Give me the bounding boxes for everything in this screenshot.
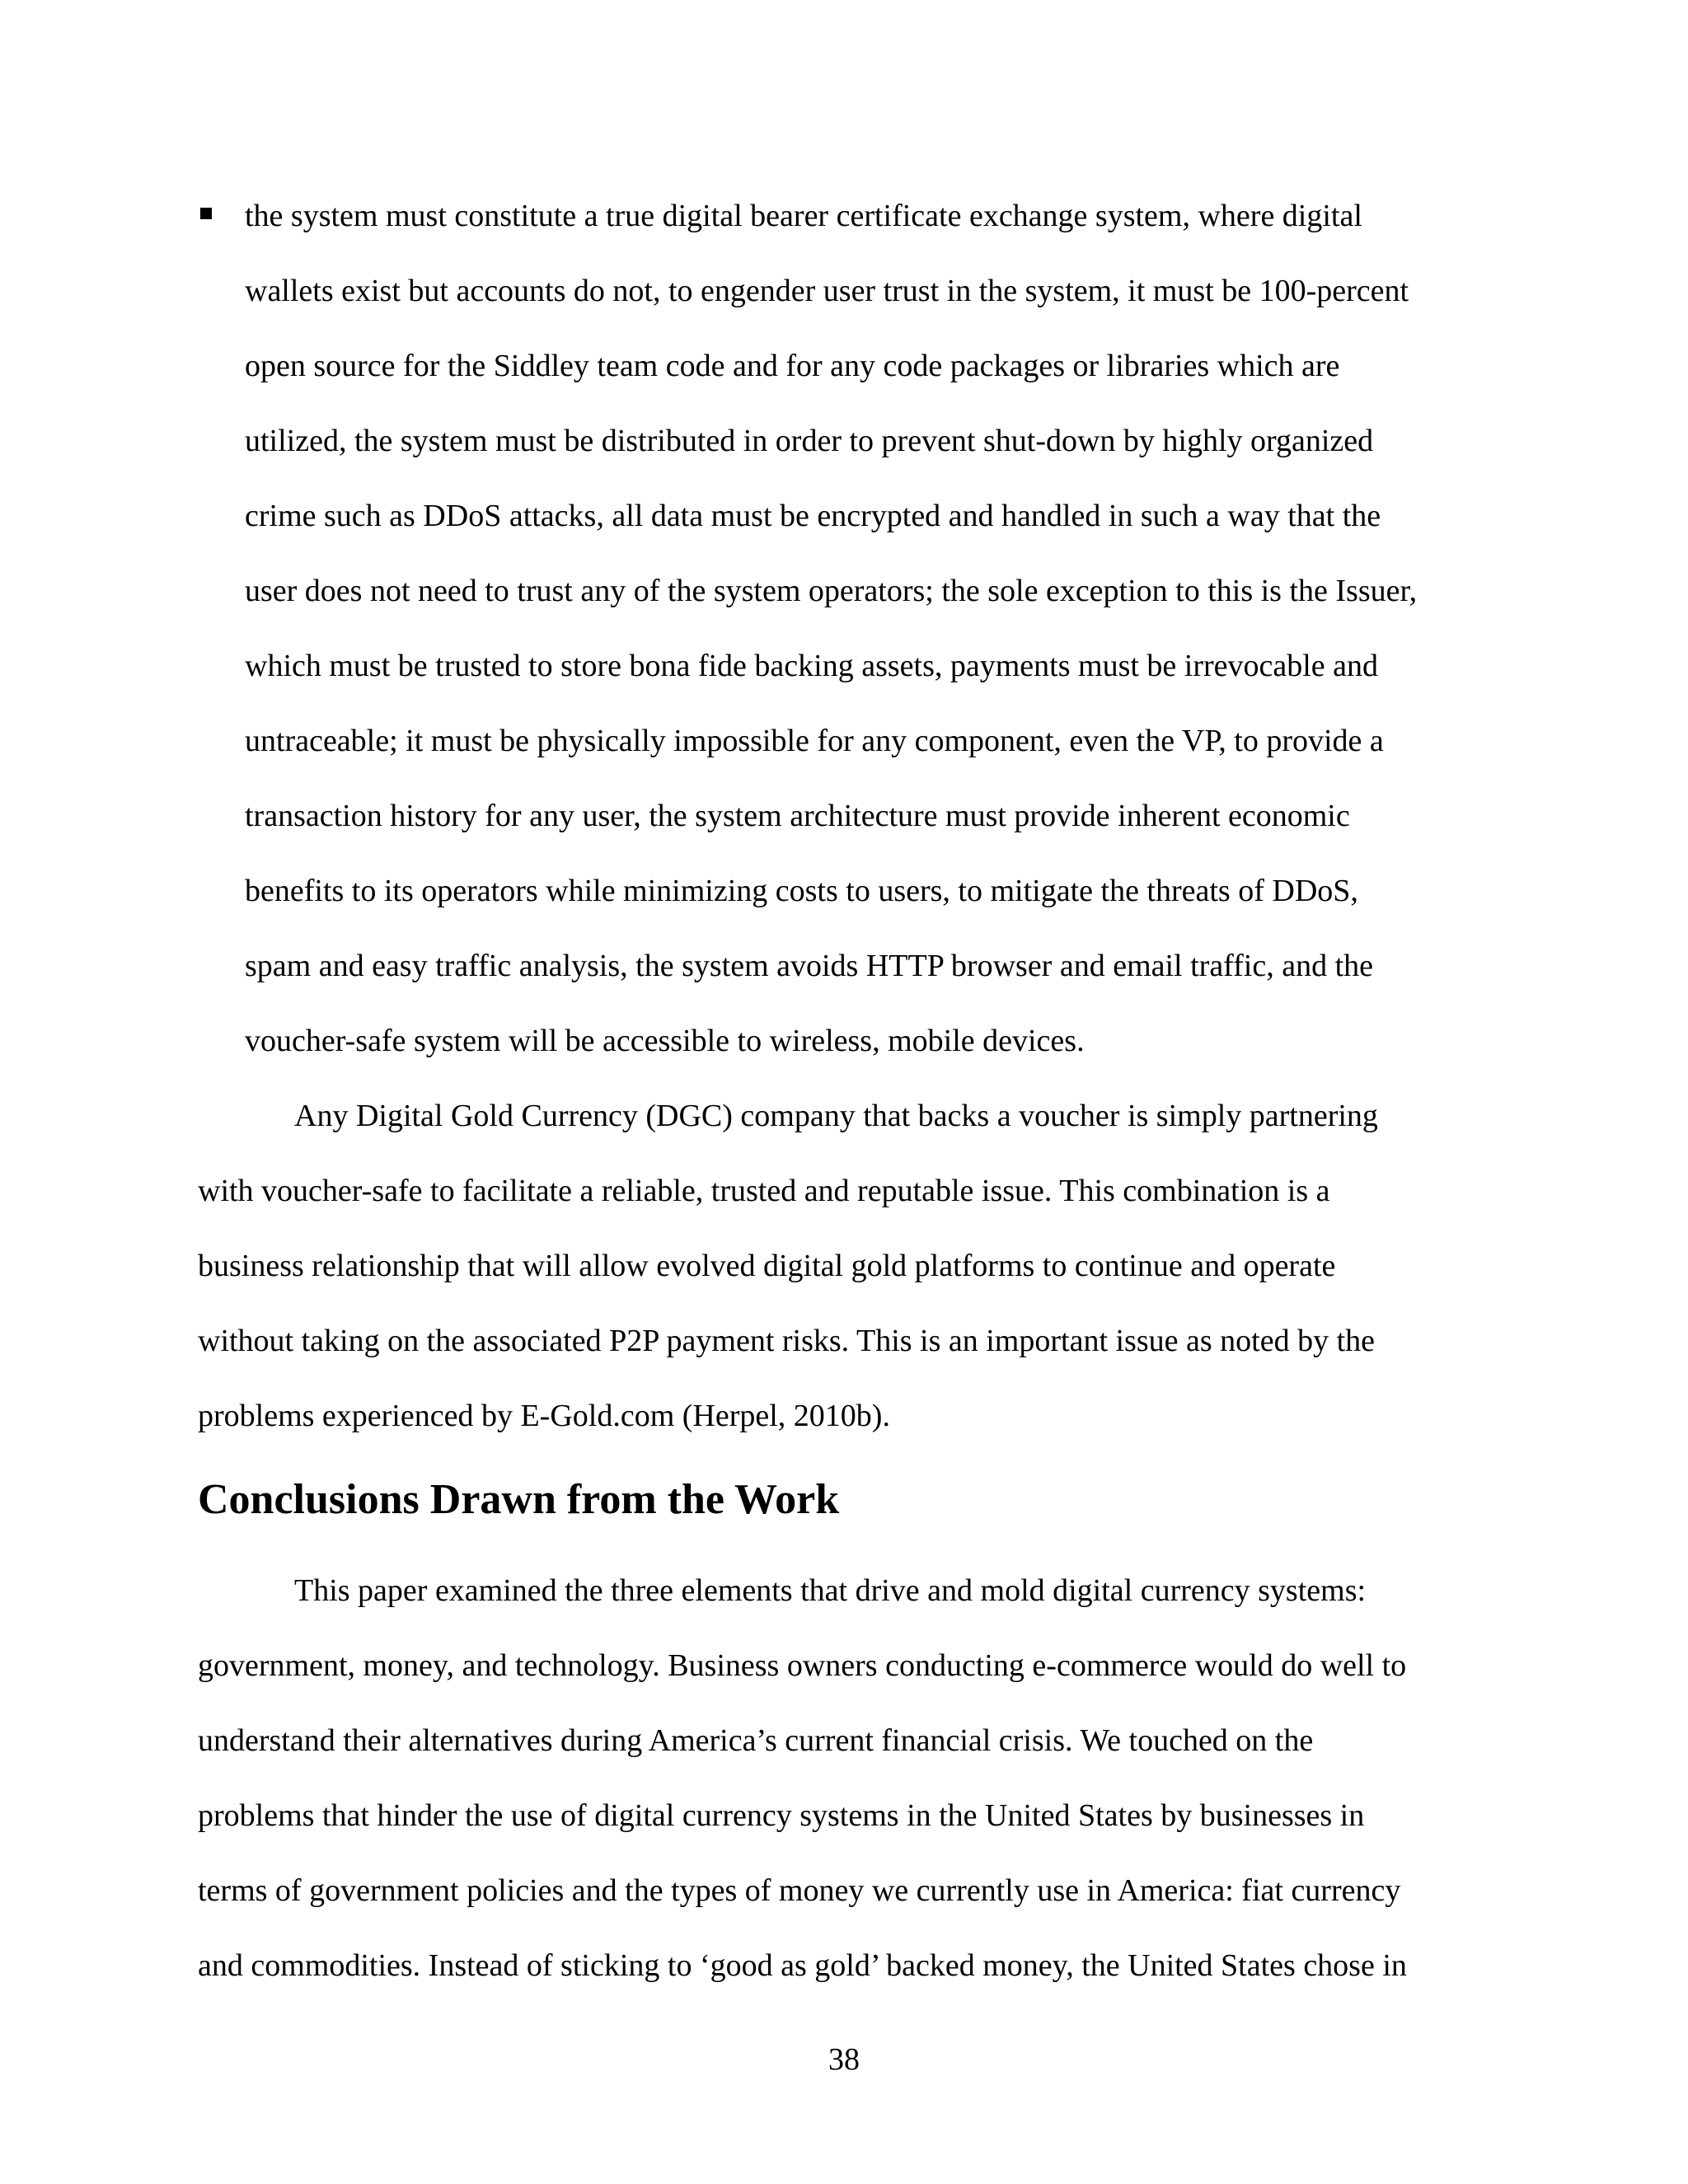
paragraph-line: government, money, and technology. Business owners conducting e-commerce would do well to	[198, 1648, 1407, 1683]
paragraph-line: terms of government policies and the types of money we currently use in America: fiat currency	[198, 1873, 1401, 1908]
bullet-line: utilized, the system must be distributed in order to prevent shut-down by highly organized	[245, 424, 1374, 458]
paragraph-line: with voucher-safe to facilitate a reliable, trusted and reputable issue. This combination is a	[198, 1174, 1330, 1208]
bullet-line: benefits to its operators while minimizing costs to users, to mitigate the threats of DDoS,	[245, 874, 1358, 908]
bullet-line: transaction history for any user, the system architecture must provide inherent economic	[245, 799, 1350, 833]
bullet-line: voucher-safe system will be accessible to wireless, mobile devices.	[245, 1024, 1085, 1058]
paragraph-line: Any Digital Gold Currency (DGC) company that backs a voucher is simply partnering	[294, 1099, 1378, 1133]
bullet-line: open source for the Siddley team code and for any code packages or libraries which are	[245, 349, 1340, 383]
paragraph-line: and commodities. Instead of sticking to ‘good as gold’ backed money, the United States chose in	[198, 1948, 1407, 1983]
bullet-line: the system must constitute a true digital bearer certificate exchange system, where digital	[245, 199, 1362, 233]
paragraph-line: This paper examined the three elements that drive and mold digital currency systems:	[294, 1573, 1367, 1608]
paragraph-line: without taking on the associated P2P payment risks. This is an important issue as noted by the	[198, 1324, 1376, 1358]
section-heading: Conclusions Drawn from the Work	[198, 1476, 840, 1523]
bullet-line: spam and easy traffic analysis, the system avoids HTTP browser and email traffic, and the	[245, 949, 1374, 983]
page-number: 38	[828, 2042, 860, 2077]
square-bullet-icon	[200, 208, 212, 219]
bullet-line: wallets exist but accounts do not, to engender user trust in the system, it must be 100-percent	[245, 274, 1409, 308]
bullet-line: user does not need to trust any of the system operators; the sole exception to this is the Issuer,	[245, 574, 1418, 608]
paragraph-line: understand their alternatives during America’s current financial crisis. We touched on the	[198, 1723, 1314, 1758]
paragraph-line: problems experienced by E-Gold.com (Herpel, 2010b).	[198, 1399, 890, 1433]
paragraph-line: problems that hinder the use of digital currency systems in the United States by businesses in	[198, 1798, 1365, 1833]
bullet-line: crime such as DDoS attacks, all data must be encrypted and handled in such a way that the	[245, 499, 1381, 533]
paragraph-line: business relationship that will allow evolved digital gold platforms to continue and operate	[198, 1249, 1336, 1283]
bullet-line: untraceable; it must be physically impossible for any component, even the VP, to provide a	[245, 724, 1384, 758]
bullet-line: which must be trusted to store bona fide backing assets, payments must be irrevocable and	[245, 649, 1379, 683]
